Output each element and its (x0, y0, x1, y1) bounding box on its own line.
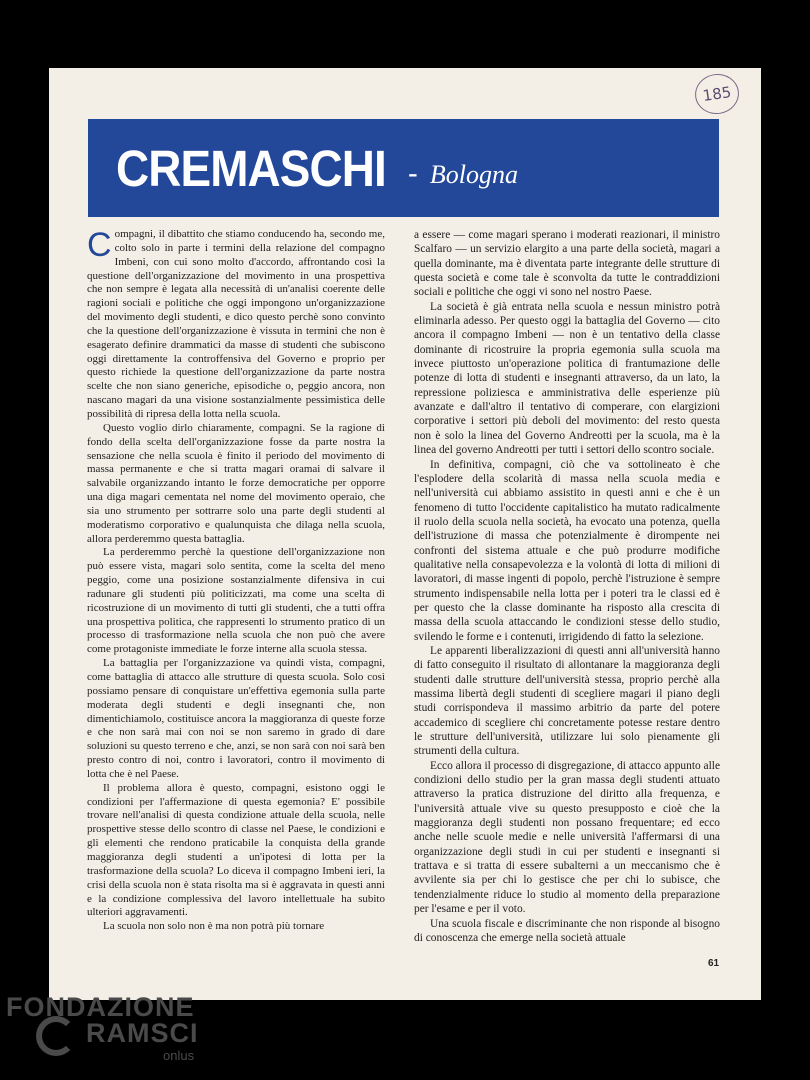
paragraph-text: In definitiva, compagni, ciò che va sottolineato è che l'esplodere della scolarità di massa nella scuola media e nell'università cui abbiamo assistito in questi anni e che è un fenomeno di tutto l'occidente capitalistico ha mutato radicalmente il ruolo della scuola nella società, ha evocato una potenza, quella dell'istruzione di massa che potenzialmente è dirompente nei confronti del sistema attuale e che può produrre modifiche qualitative nella consapevolezza e la volontà di lotta di milioni di lavoratori, di masse ingenti di popolo, perchè l'istruzione è sempre strumento indispensabile nella lotta per i poteri tra le classi ed è per questo che la classe dominante ha risposto alla crescita di massa della scuola attaccando le condizioni stesse dello studio, svilendo le forme e i contenuti, irrigidendo di fatto la selezione. (414, 458, 720, 643)
paragraph-text: a essere — come magari sperano i moderati reazionari, il ministro Scalfaro — un servizio elargito a una parte della società, magari a quella dominante, ma è diventata parte integrante delle strutture di questa società e come tale è sconvolta da tutte le contraddizioni sociali e politiche che oggi vi sono nel nostro Paese. (414, 229, 720, 299)
watermark-g-logo-icon (36, 1016, 76, 1056)
paragraph-text: Questo voglio dirlo chiaramente, compagni. Se la ragione di fondo della scelta dell'organizzazione fosse da parte nostra la sensazione che nella scuola è finito il periodo del movimento di massa permanente e che si tratta magari oramai di salvare il salvabile organizzando intanto le forze democratiche per opporre una diga magari cementata nel nome del movimento operaio, che sia uno strumento per sottrarre solo una parte degli studenti al moderatismo corporativo e qualunquista che dilaga nella scuola, allora perderemmo questa battaglia. (87, 421, 385, 545)
drop-cap: C (87, 226, 112, 264)
paragraph-text: La scuola non solo non è ma non potrà più tornare (103, 920, 325, 933)
stamp-number: 185 (701, 83, 733, 105)
paragraph-text: La società è già entrata nella scuola e nessun ministro potrà eliminarla adesso. Per questo oggi la battaglia del Governo — cito ancora il compagno Imbeni — non è un tentativo della classe dominante di ricostruire la propria egemonia sulla scuola ma invece piuttosto un'operazione politica di frantumazione delle potenze di lotta di studenti e insegnanti attraverso, da un lato, la repressione poliziesca e amministrativa delle esperienze più avanzate e dall'altro il tentativo di comperare, con elargizioni corporative i settori più deboli del movimento: del resto questa non è solo la linea del Governo Andreotti per la scuola, ma è la linea del governo Andreotti per tutti i settori dello scontro sociale. (414, 300, 720, 457)
title-separator: - (407, 157, 418, 190)
paragraph (414, 228, 720, 300)
watermark-suffix: onlus (163, 1048, 195, 1063)
paragraph (414, 458, 720, 644)
paragraph-text: Ecco allora il processo di disgregazione, di attacco appunto alle condizioni dello studio per la gran massa degli studenti attuato attraverso la pratica distruzione del diritto alla frequenza, e l'università attuale vive su questo presupposto e cioè che la maggioranza degli studenti non possano frequentare; ed ecco anche nelle scuole medie e nelle università l'affermarsi di una organizzazione degli studi in cui per studenti e insegnanti si trattava e si tratta di essere subalterni a un meccanismo che è avvilente sia per chi lo gestisce che per chi lo subisce, che tendenzialmente riduce lo studio al momento della preparazione per l'esame e per il voto. (414, 759, 720, 916)
title-banner (88, 119, 719, 217)
right-text-column (414, 228, 720, 945)
paragraph (414, 644, 720, 759)
page-number: 61 (708, 958, 720, 969)
paragraph (87, 422, 385, 547)
speaker-city: Bologna (429, 160, 518, 189)
paragraph (87, 782, 385, 920)
paragraph-text: La perderemmo perchè la questione dell'organizzazione non può essere vista, magari solo sentita, come la scelta del meno peggio, come una posizione sostanzialmente difensiva in cui radunare gli studenti più politicizzati, ma come una scelta di ricostruzione di un movimento di tutti gli studenti, che a tutti offra una prospettiva politica, che rappresenti lo strumento pratico di un processo di trasformazione nella scuola che non può che avere come protagoniste immediate le forze interne alla scuola stessa. (87, 546, 385, 656)
paragraph-text: Le apparenti liberalizzazioni di questi anni all'università hanno di fatto conseguito il risultato di allontanare la maggioranza degli studenti dalle strutture dell'università stessa, proprio perchè alla massima libertà degli studenti di scegliere magari il piano degli studi corrispondeva il massimo arbitrio da parte del potere accademico di scegliere chi concretamente potesse restare dentro le strutture dell'università, utilizzare lui solo pienamente gli strumenti della cultura. (414, 644, 720, 758)
paragraph-text: Una scuola fiscale e discriminante che non risponde al bisogno di conoscenza che emerge nella società attuale (414, 917, 720, 944)
paragraph-text: ompagni, il dibattito che stiamo conducendo ha, secondo me, colto solo in parte i termini della relazione del compagno Imbeni, con cui sono molto d'accordo, affrontando così la questione dell'organizzazione del movimento in una prospettiva che non sempre è legata alla necessità di un'analisi coerente delle ragioni sociali e politiche che oggi impongono un'organizzazione del movimento degli studenti, e dico questo perchè sono convinto che la questione dell'organizzazione è vissuta in termini che non è esagerato definire drammatici da masse di studenti che subiscono oggi direttamente la controffensiva del Governo e proprio per questo richiede la questione dell'organizzazione da parte nostra scelte che non siano generiche, episodiche o, peggio ancora, non nascano magari da una visione sostanzialmente pessimistica delle possibilità di ripresa della lotta nella scuola. (87, 228, 385, 420)
speaker-name: CREMASCHI (116, 139, 386, 197)
watermark-line2: RAMSCI (86, 1018, 199, 1048)
paragraph (414, 300, 720, 458)
paragraph (414, 759, 720, 917)
paragraph-text: La battaglia per l'organizzazione va quindi vista, compagni, come battaglia di attacco alle strutture di questa scuola. Solo così possiamo pensare di conquistare un'effettiva egemonia sulla parte moderata degli studenti e degli insegnanti che, non dimentichiamolo, costituisce ancora la maggioranza di queste forze e che non sarà mai con noi se non saremo in grado di dare soluzioni su questo terreno e che, anzi, se non sarà con noi sarà ben presto contro di noi, contro i lavoratori, contro il movimento di lotta che è nel Paese. (87, 657, 385, 780)
left-text-column (87, 228, 385, 934)
paragraph (87, 546, 385, 657)
paragraph (87, 228, 385, 422)
paragraph (87, 657, 385, 782)
watermark-line1: FONDAZIONE (6, 992, 195, 1022)
paragraph (87, 920, 385, 934)
paragraph-text: Il problema allora è questo, compagni, esistono oggi le condizioni per l'affermazione di questa egemonia? E' possibile trovare nell'analisi di questa condizione attuale della scuola, nelle prospettive stesse dello scontro di classe nel Paese, le condizioni e gli elementi che rendono praticabile la conquista della grande maggioranza degli studenti a un'ipotesi di lotta per la trasformazione della scuola? Lo diceva il compagno Imbeni ieri, la crisi della scuola non è stata risolta ma si è aggravata in questi anni e la condizione complessiva del lavoro intellettuale ha subito ulteriori aggravamenti. (87, 781, 385, 919)
paragraph (414, 917, 720, 946)
